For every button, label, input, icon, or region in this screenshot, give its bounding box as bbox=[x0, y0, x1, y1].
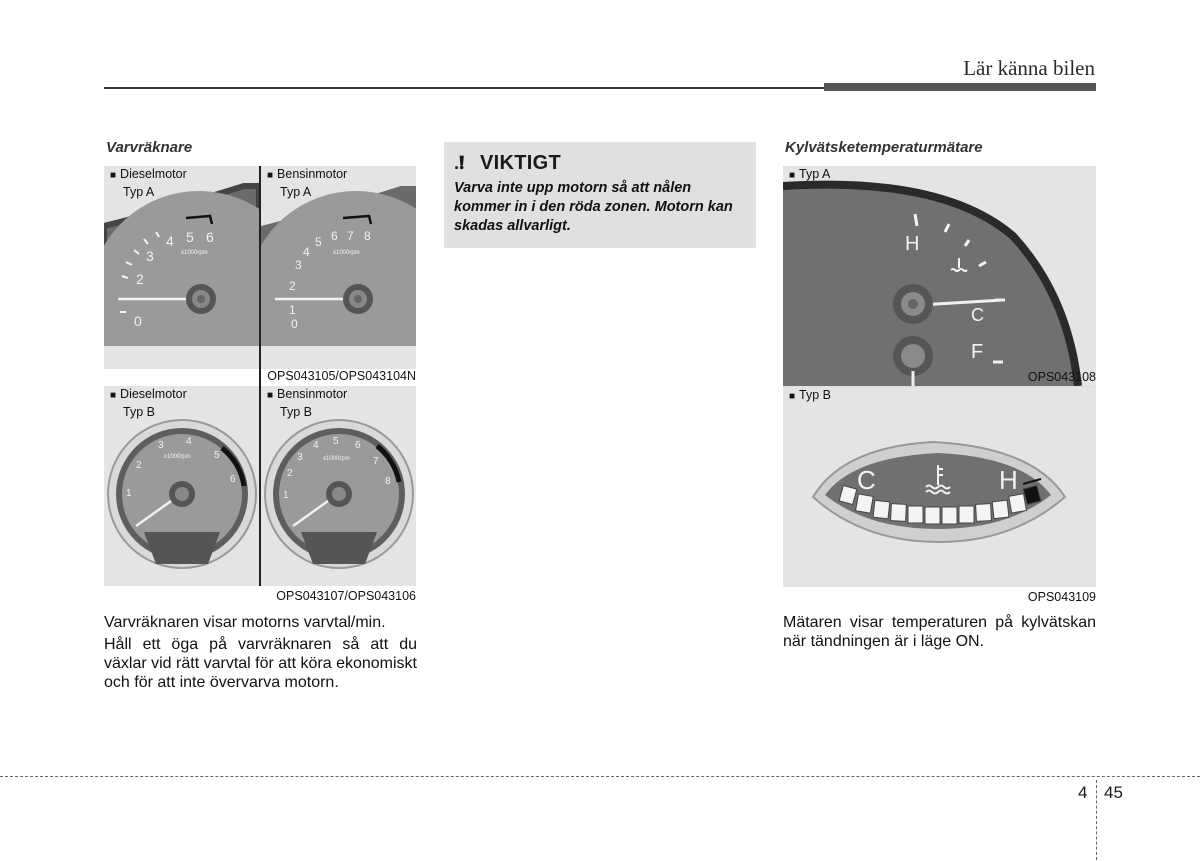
tick-label: 2 bbox=[136, 460, 142, 471]
chapter-number: 4 bbox=[1078, 783, 1088, 802]
bullet-square-icon: ■ bbox=[110, 170, 117, 181]
exclamation-icon: .❗︎ bbox=[454, 153, 465, 173]
tick-label: 4 bbox=[186, 436, 192, 447]
tick-label: 5 bbox=[315, 235, 322, 249]
header-rule bbox=[104, 87, 824, 89]
rpm-unit-label: x1000rpm bbox=[164, 454, 191, 460]
cold-label: C bbox=[857, 465, 876, 495]
warning-text: Varva inte upp motorn så att nålen kommer in i den röda zonen. Motorn kan skadas allvarligt. bbox=[454, 180, 733, 234]
hot-label: H bbox=[999, 465, 1018, 495]
tick-label: 0 bbox=[134, 313, 142, 329]
tick-label: 5 bbox=[214, 450, 220, 461]
panel-caption: ■ Bensinmotor Typ A bbox=[267, 167, 348, 199]
tick-label: 6 bbox=[331, 229, 338, 243]
tick-label: 7 bbox=[373, 456, 379, 467]
tachometer-diesel-type-a-illustration bbox=[104, 166, 259, 369]
tick-label: 8 bbox=[385, 476, 391, 487]
tick-label: 8 bbox=[364, 229, 371, 243]
tachometer-petrol-type-a-illustration bbox=[261, 166, 416, 369]
illustration-code-top: OPS043105/OPS043104N bbox=[267, 369, 416, 383]
bullet-square-icon: ■ bbox=[789, 170, 796, 181]
page-number: 45 bbox=[1104, 783, 1123, 802]
tick-label: 0 bbox=[291, 317, 298, 331]
tick-label: 4 bbox=[303, 245, 310, 259]
rpm-unit-label: x1000rpm bbox=[323, 456, 350, 462]
running-header: Lär känna bilen bbox=[963, 56, 1095, 80]
coolant-gauge-type-a-illustration bbox=[783, 166, 1096, 386]
rpm-unit-label: x1000rpm bbox=[333, 250, 360, 256]
tick-label: 6 bbox=[230, 474, 236, 485]
tick-label: 1 bbox=[283, 490, 289, 501]
warning-box bbox=[444, 142, 756, 248]
illustration-code-a: OPS043108 bbox=[1027, 370, 1096, 384]
panel-caption: ■ Dieselmotor Typ A bbox=[110, 167, 187, 199]
c-label: C bbox=[971, 305, 984, 325]
tick-label: 2 bbox=[289, 279, 296, 293]
coolant-text: Mätaren visar temperaturen på kylvätskan när tändningen är i läge ON. bbox=[783, 614, 1096, 650]
bullet-square-icon: ■ bbox=[267, 390, 274, 401]
tick-label: 2 bbox=[287, 468, 293, 479]
illustration-code-bottom: OPS043107/OPS043106 bbox=[276, 589, 416, 603]
bullet-square-icon: ■ bbox=[110, 390, 117, 401]
footer-divider bbox=[1096, 780, 1097, 860]
coolant-gauge-type-b-graphic bbox=[783, 387, 1096, 587]
tachometer-diesel-type-b-illustration bbox=[104, 386, 259, 586]
panel-caption: ■ Dieselmotor Typ B bbox=[110, 387, 187, 419]
header-rule-accent bbox=[824, 83, 1096, 91]
tachometer-text-2: Håll ett öga på varvräknaren så att du växlar vid rätt varvtal för att köra ekonomiskt och för att inte övervarva motorn. bbox=[104, 636, 417, 691]
coolant-gauge-type-a-graphic bbox=[783, 166, 1096, 386]
tachometer-heading: Varvräknare bbox=[106, 139, 193, 156]
tick-label: 4 bbox=[166, 233, 174, 249]
tick-label: 2 bbox=[136, 271, 144, 287]
rpm-unit-label: x1000rpm bbox=[181, 250, 208, 256]
tick-label: 6 bbox=[355, 440, 361, 451]
hot-label: H bbox=[905, 233, 920, 255]
tick-label: 1 bbox=[289, 303, 296, 317]
full-label: F bbox=[971, 341, 984, 363]
tick-label: 3 bbox=[297, 452, 303, 463]
tick-label: 7 bbox=[347, 229, 354, 243]
panel-caption: ■ Bensinmotor Typ B bbox=[267, 387, 348, 419]
coolant-gauge-type-b-illustration bbox=[783, 387, 1096, 587]
bullet-square-icon: ■ bbox=[789, 391, 796, 402]
footer-rule bbox=[0, 776, 1200, 777]
tick-label: 4 bbox=[313, 440, 319, 451]
tick-label: 3 bbox=[146, 248, 154, 264]
tick-label: 6 bbox=[206, 229, 214, 245]
tick-label: 1 bbox=[126, 488, 132, 499]
panel-caption: ■ Typ B bbox=[789, 388, 832, 402]
tachometer-text-1: Varvräknaren visar motorns varvtal/min. bbox=[104, 614, 386, 631]
coolant-heading: Kylvätsketemperaturmätare bbox=[785, 139, 983, 156]
panel-caption: ■ Typ A bbox=[789, 167, 831, 181]
warning-title: .❗︎ VIKTIGT bbox=[454, 152, 561, 174]
illustration-code-b: OPS043109 bbox=[1027, 590, 1096, 604]
tachometer-petrol-type-b-illustration bbox=[261, 386, 416, 586]
tick-label: 5 bbox=[333, 436, 339, 447]
tick-label: 5 bbox=[186, 229, 194, 245]
bullet-square-icon: ■ bbox=[267, 170, 274, 181]
tick-label: 3 bbox=[295, 258, 302, 272]
tick-label: 3 bbox=[158, 440, 164, 451]
